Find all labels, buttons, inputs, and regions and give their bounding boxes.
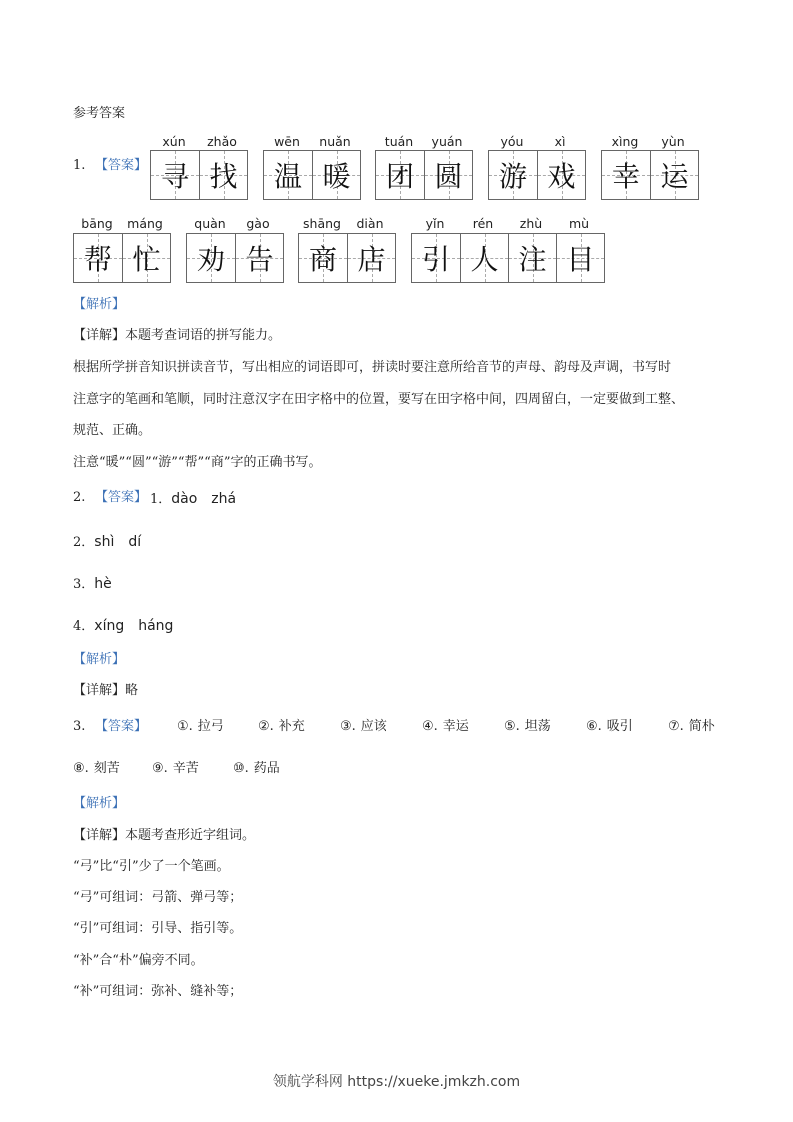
hanzi-character: 人 xyxy=(470,243,499,276)
tianzige-cell xyxy=(299,234,347,282)
tianzige-cell xyxy=(556,234,604,282)
pinyin-line xyxy=(263,134,359,149)
q3-analysis-tag: 【解析】 xyxy=(73,796,126,811)
q3-detail: 【详解】本题考查形近字组词。 xyxy=(73,828,256,843)
tianzige-cell xyxy=(347,234,395,282)
q3-answer-text: 拉弓 xyxy=(197,719,224,734)
hanzi-character: 商 xyxy=(308,243,337,276)
pinyin-syllable: xì xyxy=(554,134,566,149)
pinyin-line xyxy=(298,216,394,231)
q3-answer-item xyxy=(233,761,280,777)
pinyin-syllable: yóu xyxy=(500,134,524,149)
q1-paragraph-line: 规范、正确。 xyxy=(73,423,152,438)
q2-item-pinyin: xíng háng xyxy=(94,618,174,634)
tianzige-cell xyxy=(187,234,235,282)
tianzige-cell xyxy=(460,234,508,282)
q3-answer-mark: ③. xyxy=(340,719,356,734)
q2-item-index: 1． xyxy=(150,492,172,507)
q3-line: “弓”比“引”少了一个笔画。 xyxy=(73,859,230,874)
tianzige-word xyxy=(375,150,473,200)
tianzige-word xyxy=(298,233,396,283)
hanzi-character: 找 xyxy=(209,160,238,193)
q3-line: “补”可组词：弥补、缝补等； xyxy=(73,984,243,999)
hanzi-character: 寻 xyxy=(160,160,189,193)
page-footer: 领航学科网 https://xueke.jmkzh.com xyxy=(272,1074,521,1090)
tianzige-cell xyxy=(151,151,199,199)
hanzi-character: 店 xyxy=(357,243,386,276)
pinyin-syllable: tuán xyxy=(384,134,414,149)
tianzige-word xyxy=(263,150,361,200)
q2-item-index: 2． xyxy=(73,535,95,550)
tianzige-word xyxy=(73,233,171,283)
q1-detail: 【详解】本题考查词语的拼写能力。 xyxy=(73,328,282,343)
q3-answer-text: 辛苦 xyxy=(172,761,199,776)
pinyin-syllable: gào xyxy=(246,216,270,231)
pinyin-line xyxy=(150,134,246,149)
q1-answer-tag: 【答案】 xyxy=(95,158,148,173)
hanzi-character: 劝 xyxy=(196,243,225,276)
pinyin-syllable: yùn xyxy=(661,134,685,149)
pinyin-line xyxy=(488,134,584,149)
tianzige-cell xyxy=(412,234,460,282)
hanzi-character: 团 xyxy=(385,160,414,193)
tianzige-cell xyxy=(264,151,312,199)
hanzi-character: 温 xyxy=(273,160,302,193)
q3-answer-mark: ④. xyxy=(422,719,438,734)
pinyin-line xyxy=(375,134,471,149)
tianzige-word xyxy=(601,150,699,200)
pinyin-syllable: xún xyxy=(162,134,186,149)
q3-answer-mark: ⑧. xyxy=(73,761,89,776)
pinyin-syllable: wēn xyxy=(274,134,300,149)
pinyin-syllable: xìng xyxy=(611,134,639,149)
pinyin-line xyxy=(186,216,282,231)
q2-answer-tag: 【答案】 xyxy=(95,490,148,505)
hanzi-character: 忙 xyxy=(132,243,161,276)
hanzi-character: 游 xyxy=(498,160,527,193)
pinyin-syllable: máng xyxy=(127,216,163,231)
q2-analysis-tag: 【解析】 xyxy=(73,652,126,667)
q2-item-pinyin: hè xyxy=(94,576,112,592)
q3-answer-mark: ①. xyxy=(177,719,193,734)
hanzi-character: 目 xyxy=(566,243,595,276)
q3-answer-mark: ⑦. xyxy=(668,719,684,734)
pinyin-syllable: yuán xyxy=(431,134,463,149)
tianzige-cell xyxy=(376,151,424,199)
q3-answer-item xyxy=(73,761,120,777)
q3-answer-text: 补充 xyxy=(278,719,305,734)
pinyin-line xyxy=(601,134,697,149)
tianzige-cell xyxy=(235,234,283,282)
pinyin-syllable: zhù xyxy=(519,216,543,231)
q2-item-pinyin: dào zhá xyxy=(171,491,237,507)
hanzi-character: 注 xyxy=(518,243,547,276)
tianzige-word xyxy=(186,233,284,283)
q2-item xyxy=(73,615,173,635)
tianzige-cell xyxy=(602,151,650,199)
tianzige-cell xyxy=(650,151,698,199)
q3-answer-item xyxy=(340,719,387,735)
pinyin-syllable: rén xyxy=(472,216,494,231)
q3-answer-mark: ②. xyxy=(258,719,274,734)
q3-answer-text: 药品 xyxy=(253,761,280,776)
pinyin-line xyxy=(73,216,169,231)
q3-answer-item xyxy=(504,719,551,735)
q1-paragraph-line: 注意字的笔画和笔顺，同时注意汉字在田字格中的位置，要写在田字格中间，四周留白，一定要做到工整、 xyxy=(73,392,685,407)
q2-item xyxy=(150,488,236,508)
pinyin-syllable: mù xyxy=(568,216,590,231)
tianzige-cell xyxy=(122,234,170,282)
pinyin-syllable: yǐn xyxy=(425,216,445,231)
tianzige-cell xyxy=(489,151,537,199)
pinyin-syllable: bāng xyxy=(81,216,113,231)
pinyin-syllable: quàn xyxy=(194,216,226,231)
q2-item xyxy=(73,531,141,551)
hanzi-character: 运 xyxy=(660,160,689,193)
tianzige-cell xyxy=(74,234,122,282)
q3-answer-text: 应该 xyxy=(360,719,387,734)
hanzi-character: 帮 xyxy=(83,243,112,276)
q3-answer-mark: ⑤. xyxy=(504,719,520,734)
q3-answer-text: 坦荡 xyxy=(524,719,551,734)
q3-answer-item xyxy=(668,719,715,735)
q3-answer-item xyxy=(258,719,305,735)
q3-answer-text: 刻苦 xyxy=(93,761,120,776)
q2-item-pinyin: shì dí xyxy=(94,534,142,550)
q3-answer-tag: 【答案】 xyxy=(95,719,148,734)
q3-answer-mark: ⑩. xyxy=(233,761,249,776)
pinyin-line xyxy=(411,216,603,231)
hanzi-character: 告 xyxy=(245,243,274,276)
q3-answer-text: 幸运 xyxy=(442,719,469,734)
q3-answer-text: 简朴 xyxy=(688,719,715,734)
q1-paragraph-line: 根据所学拼音知识拼读音节，写出相应的词语即可，拼读时要注意所给音节的声母、韵母及声调，书写时 xyxy=(73,360,672,375)
tianzige-word xyxy=(488,150,586,200)
q3-line: “弓”可组词：弓箭、弹弓等； xyxy=(73,890,243,905)
q2-item xyxy=(73,573,112,593)
tianzige-word xyxy=(150,150,248,200)
q3-line: “引”可组词：引导、指引等。 xyxy=(73,921,243,936)
q3-answer-item xyxy=(422,719,469,735)
hanzi-character: 暖 xyxy=(322,160,351,193)
q2-detail: 【详解】略 xyxy=(73,683,139,698)
q3-answer-mark: ⑥. xyxy=(586,719,602,734)
page-heading: 参考答案 xyxy=(73,106,126,121)
q3-answer-text: 吸引 xyxy=(606,719,633,734)
hanzi-character: 圆 xyxy=(434,160,463,193)
hanzi-character: 戏 xyxy=(547,160,576,193)
pinyin-syllable: nuǎn xyxy=(319,134,351,149)
q3-answer-item xyxy=(586,719,633,735)
tianzige-cell xyxy=(312,151,360,199)
q3-number: 3. xyxy=(73,719,86,734)
pinyin-syllable: diàn xyxy=(356,216,384,231)
q2-number: 2. xyxy=(73,490,86,505)
tianzige-word xyxy=(411,233,605,283)
q3-answer-mark: ⑨. xyxy=(152,761,168,776)
q1-analysis-tag: 【解析】 xyxy=(73,297,126,312)
hanzi-character: 引 xyxy=(421,243,450,276)
q3-line: “补”合“朴”偏旁不同。 xyxy=(73,953,204,968)
tianzige-cell xyxy=(537,151,585,199)
hanzi-character: 幸 xyxy=(611,160,640,193)
q3-answer-item xyxy=(177,719,224,735)
pinyin-syllable: zhǎo xyxy=(207,134,237,149)
pinyin-syllable: shāng xyxy=(303,216,341,231)
q2-item-index: 4． xyxy=(73,619,95,634)
q1-note: 注意“暖”“圆”“游”“帮”“商”字的正确书写。 xyxy=(73,455,322,470)
q3-answer-item xyxy=(152,761,199,777)
tianzige-cell xyxy=(424,151,472,199)
tianzige-cell xyxy=(508,234,556,282)
q2-item-index: 3． xyxy=(73,577,95,592)
q1-number: 1. xyxy=(73,158,86,173)
tianzige-cell xyxy=(199,151,247,199)
